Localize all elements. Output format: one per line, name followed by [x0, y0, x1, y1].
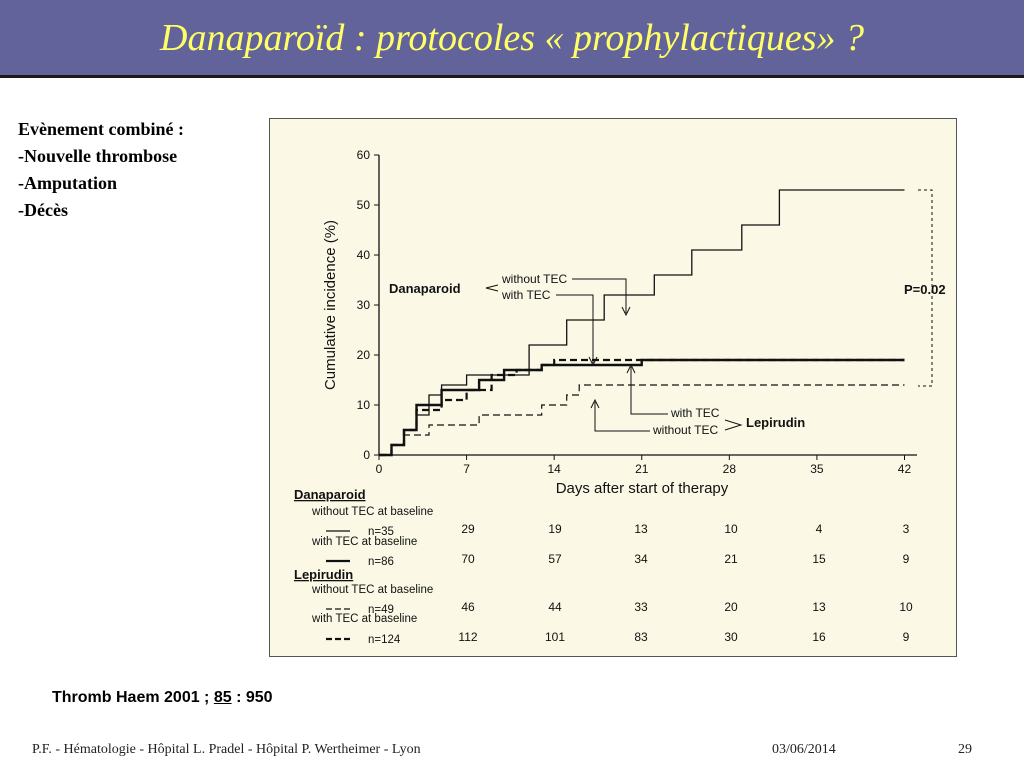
- y-tick-label: 20: [356, 348, 370, 362]
- lepirudin-bracket: [725, 420, 741, 430]
- y-tick-label: 40: [356, 248, 370, 262]
- danaparoid-with-tec-pointer: [556, 295, 593, 363]
- citation-volume: 85: [213, 689, 232, 706]
- series-line-2: [379, 360, 905, 455]
- risk-table-row-label: without TEC at baseline: [312, 584, 434, 596]
- series-line-4: [379, 360, 905, 455]
- risk-table-count: 15: [812, 552, 826, 566]
- risk-table-count: 83: [634, 630, 648, 644]
- risk-table-count: 29: [461, 522, 475, 536]
- risk-table-count: 33: [634, 600, 648, 614]
- risk-table-n: n=49: [368, 604, 394, 616]
- y-tick-label: 50: [356, 198, 370, 212]
- citation-journal: Thromb Haem 2001 ;: [52, 689, 210, 706]
- series-line-1: [379, 190, 905, 455]
- risk-table-count: 112: [458, 630, 478, 644]
- footer-date: 03/06/2014: [772, 742, 836, 757]
- risk-table-count: 3: [902, 522, 910, 536]
- risk-table-count: 20: [724, 600, 738, 614]
- risk-table-count: 4: [815, 522, 823, 536]
- risk-table-count: 19: [548, 522, 562, 536]
- endpoint-item: -Décès: [18, 200, 68, 220]
- series-line-3: [379, 385, 905, 455]
- danaparoid-bracket: [486, 285, 498, 291]
- y-tick-label: 10: [356, 398, 370, 412]
- risk-table-count: 21: [724, 552, 738, 566]
- x-tick-label: 28: [722, 462, 737, 476]
- endpoint-item: -Nouvelle thrombose: [18, 146, 178, 166]
- kaplan-meier-figure: [269, 118, 957, 657]
- p-value-label: P=0.02: [904, 282, 946, 297]
- y-tick-label: 0: [363, 448, 370, 462]
- risk-table-count: 10: [899, 600, 913, 614]
- slide-title: Danaparoïd : protocoles « prophylactiques» ?: [160, 17, 864, 59]
- endpoint-list: [18, 116, 184, 224]
- risk-table-group-label: Lepirudin: [294, 567, 354, 582]
- x-tick-label: 0: [375, 462, 383, 476]
- risk-table-n: n=35: [368, 526, 394, 538]
- x-tick-label: 42: [897, 462, 912, 476]
- risk-table-count: 34: [634, 552, 648, 566]
- danaparoid-without-tec-label: without TEC: [502, 272, 568, 286]
- lepirudin-without-tec-label: without TEC: [653, 423, 719, 437]
- risk-table-count: 9: [902, 552, 910, 566]
- citation-pages: : 950: [236, 689, 273, 706]
- danaparoid-with-tec-label: with TEC: [502, 288, 551, 302]
- title-bar: [0, 0, 1024, 78]
- endpoint-item: -Amputation: [18, 173, 118, 193]
- risk-table-count: 101: [544, 630, 566, 644]
- danaparoid-label: Danaparoid: [389, 281, 461, 296]
- y-tick-label: 60: [356, 148, 370, 162]
- y-tick-label: 30: [356, 298, 370, 312]
- risk-table-count: 10: [724, 522, 738, 536]
- risk-table-count: 9: [902, 630, 910, 644]
- danaparoid-without-tec-pointer: [572, 279, 626, 313]
- risk-table-group-label: Danaparoid: [294, 487, 366, 502]
- risk-table-count: 70: [461, 552, 475, 566]
- citation: [52, 689, 273, 707]
- x-tick-label: 14: [547, 462, 561, 476]
- endpoint-heading: Evènement combiné :: [18, 119, 184, 139]
- footer-institution: P.F. - Hématologie - Hôpital L. Pradel - Hôpital P. Wertheimer - Lyon: [32, 742, 421, 757]
- risk-table-row-label: without TEC at baseline: [312, 506, 434, 518]
- risk-table-count: 30: [724, 630, 738, 644]
- x-tick-label: 7: [463, 462, 470, 476]
- risk-table-count: 16: [812, 630, 826, 644]
- risk-table-count: 13: [812, 600, 826, 614]
- x-tick-label: 21: [635, 462, 649, 476]
- risk-table-n: n=86: [368, 556, 394, 568]
- risk-table-count: 13: [634, 522, 648, 536]
- lepirudin-with-tec-label: with TEC: [671, 406, 720, 420]
- x-tick-label: 35: [810, 462, 824, 476]
- lepirudin-without-tec-pointer: [595, 402, 650, 431]
- lepirudin-with-tec-pointer: [631, 367, 668, 414]
- lepirudin-label: Lepirudin: [746, 415, 806, 430]
- risk-table-n: n=124: [368, 634, 401, 646]
- risk-table-row-label: with TEC at baseline: [312, 536, 418, 548]
- footer-page-number: 29: [958, 742, 972, 757]
- incidence-chart: [270, 119, 956, 656]
- risk-table-count: 44: [548, 600, 562, 614]
- risk-table-row-label: with TEC at baseline: [312, 613, 418, 625]
- risk-table-count: 57: [548, 552, 562, 566]
- risk-table-count: 46: [461, 600, 475, 614]
- x-axis-label: Days after start of therapy: [555, 480, 729, 497]
- y-axis-label: Cumulative incidence (%): [322, 219, 339, 391]
